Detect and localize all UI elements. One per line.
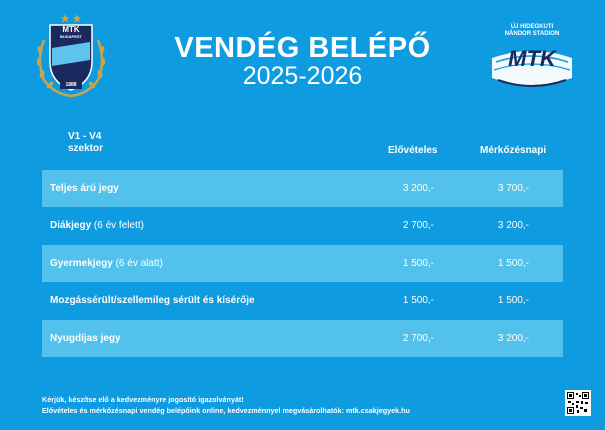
ticket-note: (6 év alatt) [112, 258, 163, 269]
qr-code-icon [565, 390, 591, 416]
footer-line-2: Elővételes és mérkőzésnapi vendég belépőink online, kedvezménnyel megvásárolhatók: mtk.csakjegyek.hu [42, 406, 410, 415]
ticket-label: Gyermekjegy [50, 258, 113, 269]
presale-price: 3 200,- [402, 183, 434, 194]
matchday-price: 3 200,- [497, 333, 529, 344]
sector-label-line1: V1 - V4 [68, 131, 102, 142]
matchday-column-header: Mérkőzésnapi [480, 145, 547, 156]
ticket-label: Mozgássérült/szellemileg sérült és kísérője [50, 295, 255, 306]
table-row [42, 207, 563, 244]
stadium-line1: ÚJ HIDEGKUTI [510, 24, 554, 30]
footer-notes [42, 394, 410, 416]
crest-text: MTK [62, 25, 80, 34]
crest-year: 1888 [65, 82, 77, 88]
presale-price: 2 700,- [402, 333, 434, 344]
matchday-price: 3 200,- [497, 220, 529, 231]
sector-label-line2: szektor [68, 143, 104, 154]
ticket-label: Diákjegy [50, 220, 92, 231]
table-row [42, 245, 563, 282]
matchday-price: 1 500,- [497, 258, 529, 269]
stadium-short: MTK [508, 46, 556, 71]
footer-line-1: Kérjük, készítse elő a kedvezményre jogosító igazolványát! [42, 395, 244, 404]
stadium-line2: NÁNDOR STADION [504, 31, 560, 37]
season-label: 2025-2026 [242, 62, 363, 90]
ticket-label: Nyugdíjas jegy [50, 333, 121, 344]
ticket-note: (6 év felett) [91, 220, 144, 231]
presale-price: 1 500,- [402, 258, 434, 269]
presale-price: 2 700,- [402, 220, 434, 231]
matchday-price: 1 500,- [497, 295, 529, 306]
table-row [42, 320, 563, 357]
sector-header [68, 131, 103, 155]
table-row [42, 282, 563, 319]
table-row [42, 170, 563, 207]
page-title: VENDÉG BELÉPŐ [174, 32, 431, 64]
presale-price: 1 500,- [402, 295, 434, 306]
matchday-price: 3 700,- [497, 183, 529, 194]
ticket-label: Teljes árú jegy [50, 183, 119, 194]
crest-subtext: BUDAPEST [59, 34, 82, 39]
presale-column-header: Elővételes [388, 145, 438, 156]
